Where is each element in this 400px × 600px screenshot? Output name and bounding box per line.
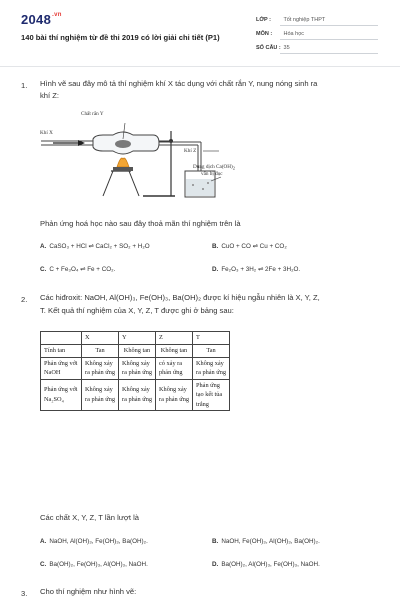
question-1-stem: Phản ứng hoá học nào sau đây thoả mãn thí nghiệm trên là	[40, 219, 241, 228]
label-solution: Dung dịch $Ca(OH)_2$	[193, 164, 235, 171]
table-cell: Không xảy ra phản ứng	[119, 379, 156, 411]
label-gas-x: Khí X	[40, 130, 53, 136]
logo-text: 2048	[21, 12, 52, 27]
table-cell: Không xảy ra phản ứng	[193, 357, 230, 379]
table-cell: có xảy ra phản ứng	[156, 357, 193, 379]
logo-suffix: .vn	[52, 12, 62, 18]
q2-option-c[interactable]: C. Ba(OH)₂, Fe(OH)₃, Al(OH)₃, NaOH.	[40, 561, 148, 568]
table-cell: Không xảy ra phản ứng	[82, 379, 119, 411]
q1-apparatus-diagram	[33, 111, 268, 203]
question-2-stem: Các chất X, Y, Z, T lần lượt là	[40, 513, 139, 522]
q1-option-c[interactable]: C. C + Fe₃O₄ ⇌ Fe + CO₂.	[40, 266, 116, 273]
table-header-row	[41, 332, 230, 345]
question-3-text-line1: Cho thí nghiệm như hình vẽ:	[40, 587, 137, 596]
table-cell: Không xảy ra phản ứng	[119, 357, 156, 379]
table-header-cell	[41, 332, 82, 345]
table-header-cell: X	[82, 332, 119, 345]
meta-class-underline	[280, 25, 378, 26]
document-header	[0, 0, 400, 62]
table-cell: Tan	[193, 345, 230, 358]
label-solid-y: Chất rắn Y	[81, 111, 104, 117]
meta-count: SỐ CÂU : 35	[256, 45, 290, 51]
table-row	[41, 379, 230, 411]
table-header-cell: T	[193, 332, 230, 345]
question-2-number: 2.	[21, 295, 28, 304]
question-1-text-line1: Hình vẽ sau đây mô tả thí nghiệm khí X tác dụng với chất rắn Y, nung nóng sinh ra	[40, 79, 318, 88]
table-row-label: Tính tan	[41, 345, 82, 358]
q2-results-table	[40, 331, 230, 411]
meta-class: LỚP : Tốt nghiệp THPT	[256, 17, 326, 23]
table-cell: Không tan	[156, 345, 193, 358]
table-cell: Tan	[82, 345, 119, 358]
table-row	[41, 357, 230, 379]
header-divider	[0, 66, 400, 67]
q2-option-a[interactable]: A. NaOH, Al(OH)₃, Fe(OH)₃, Ba(OH)₂.	[40, 538, 148, 545]
question-2-text-line1: Các hiđroxit: NaOH, Al(OH)₃, Fe(OH)₃, Ba(OH)₂ được kí hiệu ngẫu nhiên là X, Y, Z,	[40, 293, 320, 302]
document-title: 140 bài thí nghiệm từ đề thi 2019 có lời giải chi tiết (P1)	[21, 33, 220, 42]
table-cell: Phản ứng tạo kết tủa trắng	[193, 379, 230, 411]
table-row	[41, 345, 230, 358]
q2-option-b[interactable]: B. NaOH, Fe(OH)₃, Al(OH)₃, Ba(OH)₂.	[212, 538, 320, 545]
table-cell: Không xảy ra phản ứng	[156, 379, 193, 411]
table-header-cell: Z	[156, 332, 193, 345]
meta-count-underline	[280, 53, 378, 54]
q1-option-d[interactable]: D. Fe₂O₃ + 3H₂ ⇌ 2Fe + 3H₂O.	[212, 266, 301, 273]
apparatus-drawing	[33, 111, 268, 203]
meta-subject: MÔN : Hóa học	[256, 31, 305, 37]
table-row-label: Phản ứng với Na₂SO₄	[41, 379, 82, 411]
table-header-cell: Y	[119, 332, 156, 345]
question-1-number: 1.	[21, 81, 28, 90]
label-solution-cloudy: vẩn bị đục	[201, 171, 223, 177]
table-row-label: Phản ứng với NaOH	[41, 357, 82, 379]
label-gas-z: Khí Z	[184, 148, 197, 154]
question-3-number: 3.	[21, 589, 28, 598]
table-cell: Không xảy ra phản ứng	[82, 357, 119, 379]
site-logo[interactable]	[21, 12, 62, 27]
question-2-text-line2: T. Kết quả thí nghiệm của X, Y, Z, T được ghi ở bảng sau:	[40, 306, 234, 315]
table-cell: Không tan	[119, 345, 156, 358]
q2-option-d[interactable]: D. Ba(OH)₂, Al(OH)₃, Fe(OH)₃, NaOH.	[212, 561, 320, 568]
q1-option-a[interactable]: A. CaSO₃ + HCl ⇌ CaCl₂ + SO₂ + H₂O	[40, 243, 150, 250]
q1-option-b[interactable]: B. CuO + CO ⇌ Cu + CO₂	[212, 243, 287, 250]
question-1-text-line2: khí Z:	[40, 91, 59, 100]
meta-subject-underline	[280, 39, 378, 40]
